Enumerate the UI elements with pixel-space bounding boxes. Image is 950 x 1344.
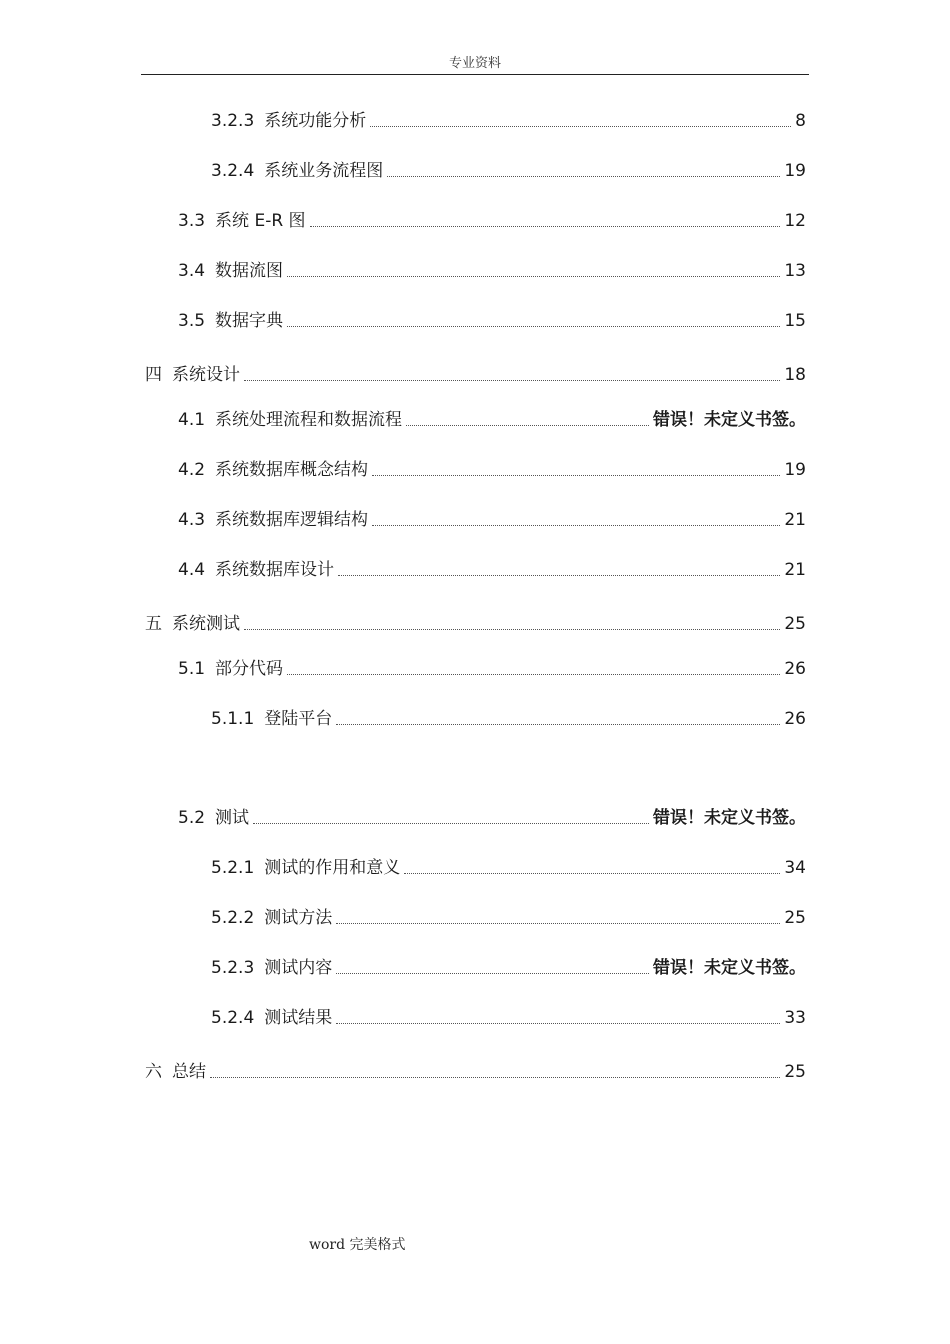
toc-number: 5.2.4 xyxy=(211,1008,255,1028)
toc-page-number: 8 xyxy=(795,111,806,131)
toc-page-number: 13 xyxy=(784,261,806,281)
toc-title: 数据流图 xyxy=(215,261,284,281)
toc-page-number: 21 xyxy=(784,560,806,580)
toc-number: 4.1 xyxy=(178,410,206,430)
toc-leader-dots xyxy=(372,525,780,526)
toc-title: 测试的作用和意义 xyxy=(264,858,401,878)
toc-page-number: 34 xyxy=(784,858,806,878)
toc-bookmark-error: 错误！未定义书签。 xyxy=(653,410,806,430)
toc-entry-3-5[interactable] xyxy=(178,306,806,332)
toc-title: 数据字典 xyxy=(215,311,284,331)
toc-page-number: 25 xyxy=(784,614,806,634)
page-footer: word 完美格式 xyxy=(309,1237,406,1253)
toc-entry-5-2-1[interactable] xyxy=(211,853,806,879)
toc-entry-4[interactable] xyxy=(145,360,806,386)
page-header: 专业资料 xyxy=(141,56,809,75)
toc-title: 总结 xyxy=(172,1062,206,1082)
toc-leader-dots xyxy=(244,380,780,381)
toc-number: 5.2.1 xyxy=(211,858,255,878)
toc-title: 系统 E-R 图 xyxy=(215,211,306,231)
toc-title: 系统业务流程图 xyxy=(264,161,384,181)
toc-page-number: 33 xyxy=(784,1008,806,1028)
toc-leader-dots xyxy=(336,1023,780,1024)
toc-page-number: 19 xyxy=(784,161,806,181)
toc-title: 系统设计 xyxy=(172,365,240,385)
toc-number: 4.4 xyxy=(178,560,206,580)
toc-title: 测试结果 xyxy=(264,1008,333,1028)
toc-number: 四 xyxy=(145,365,162,385)
toc-number: 5.1 xyxy=(178,659,206,679)
toc-bookmark-error: 错误！未定义书签。 xyxy=(653,958,806,978)
toc-title: 登陆平台 xyxy=(264,709,333,729)
toc-leader-dots xyxy=(253,823,649,824)
toc-entry-5[interactable] xyxy=(145,609,806,635)
toc-entry-4-3[interactable] xyxy=(178,505,806,531)
toc-page-number: 26 xyxy=(784,709,806,729)
toc-title: 测试方法 xyxy=(264,908,333,928)
toc-entry-4-4[interactable] xyxy=(178,555,806,581)
toc-entry-5-2-4[interactable] xyxy=(211,1003,806,1029)
toc-page-number: 19 xyxy=(784,460,806,480)
toc-entry-3-2-4[interactable] xyxy=(211,156,806,182)
toc-title: 系统功能分析 xyxy=(264,111,367,131)
toc-number: 4.3 xyxy=(178,510,206,530)
toc-leader-dots xyxy=(372,475,780,476)
toc-page-number: 25 xyxy=(784,908,806,928)
toc-entry-5-2[interactable] xyxy=(178,803,806,829)
toc-leader-dots xyxy=(370,126,791,127)
toc-number: 5.1.1 xyxy=(211,709,255,729)
toc-leader-dots xyxy=(338,575,780,576)
toc-number: 5.2 xyxy=(178,808,206,828)
toc-page-number: 12 xyxy=(784,211,806,231)
toc-title: 系统数据库逻辑结构 xyxy=(215,510,369,530)
toc-leader-dots xyxy=(336,923,780,924)
toc-leader-dots xyxy=(244,629,780,630)
toc-title: 测试内容 xyxy=(264,958,333,978)
toc-page-number: 15 xyxy=(784,311,806,331)
toc-entry-5-2-3[interactable] xyxy=(211,953,806,979)
toc-number: 5.2.2 xyxy=(211,908,255,928)
toc-title: 系统数据库概念结构 xyxy=(215,460,369,480)
toc-entry-6[interactable] xyxy=(145,1057,806,1083)
toc-number: 3.3 xyxy=(178,211,206,231)
toc-page-number: 21 xyxy=(784,510,806,530)
toc-entry-3-2-3[interactable] xyxy=(211,106,806,132)
toc-number: 4.2 xyxy=(178,460,206,480)
toc-number: 3.2.4 xyxy=(211,161,255,181)
toc-entry-3-3[interactable] xyxy=(178,206,806,232)
toc-leader-dots xyxy=(404,873,780,874)
toc-entry-4-1[interactable] xyxy=(178,405,806,431)
toc-title: 系统测试 xyxy=(172,614,240,634)
toc-page-number: 18 xyxy=(784,365,806,385)
toc-number: 五 xyxy=(145,614,162,634)
toc-entry-5-1-1[interactable] xyxy=(211,704,806,730)
toc-entry-5-2-2[interactable] xyxy=(211,903,806,929)
toc-number: 3.2.3 xyxy=(211,111,255,131)
toc-entry-5-1[interactable] xyxy=(178,654,806,680)
toc-number: 六 xyxy=(145,1062,162,1082)
toc-leader-dots xyxy=(287,276,780,277)
toc-bookmark-error: 错误！未定义书签。 xyxy=(653,808,806,828)
toc-number: 3.4 xyxy=(178,261,206,281)
toc-leader-dots xyxy=(387,176,780,177)
toc-title: 系统处理流程和数据流程 xyxy=(215,410,403,430)
toc-leader-dots xyxy=(406,425,649,426)
toc-leader-dots xyxy=(287,674,780,675)
toc-title: 系统数据库设计 xyxy=(215,560,335,580)
toc-number: 3.5 xyxy=(178,311,206,331)
toc-leader-dots xyxy=(336,973,649,974)
toc-number: 5.2.3 xyxy=(211,958,255,978)
toc-leader-dots xyxy=(310,226,781,227)
toc-entry-3-4[interactable] xyxy=(178,256,806,282)
toc-title: 测试 xyxy=(215,808,250,828)
toc-page-number: 26 xyxy=(784,659,806,679)
toc-leader-dots xyxy=(336,724,780,725)
toc-leader-dots xyxy=(210,1077,780,1078)
toc-title: 部分代码 xyxy=(215,659,284,679)
toc-entry-4-2[interactable] xyxy=(178,455,806,481)
toc-leader-dots xyxy=(287,326,780,327)
toc-page-number: 25 xyxy=(784,1062,806,1082)
